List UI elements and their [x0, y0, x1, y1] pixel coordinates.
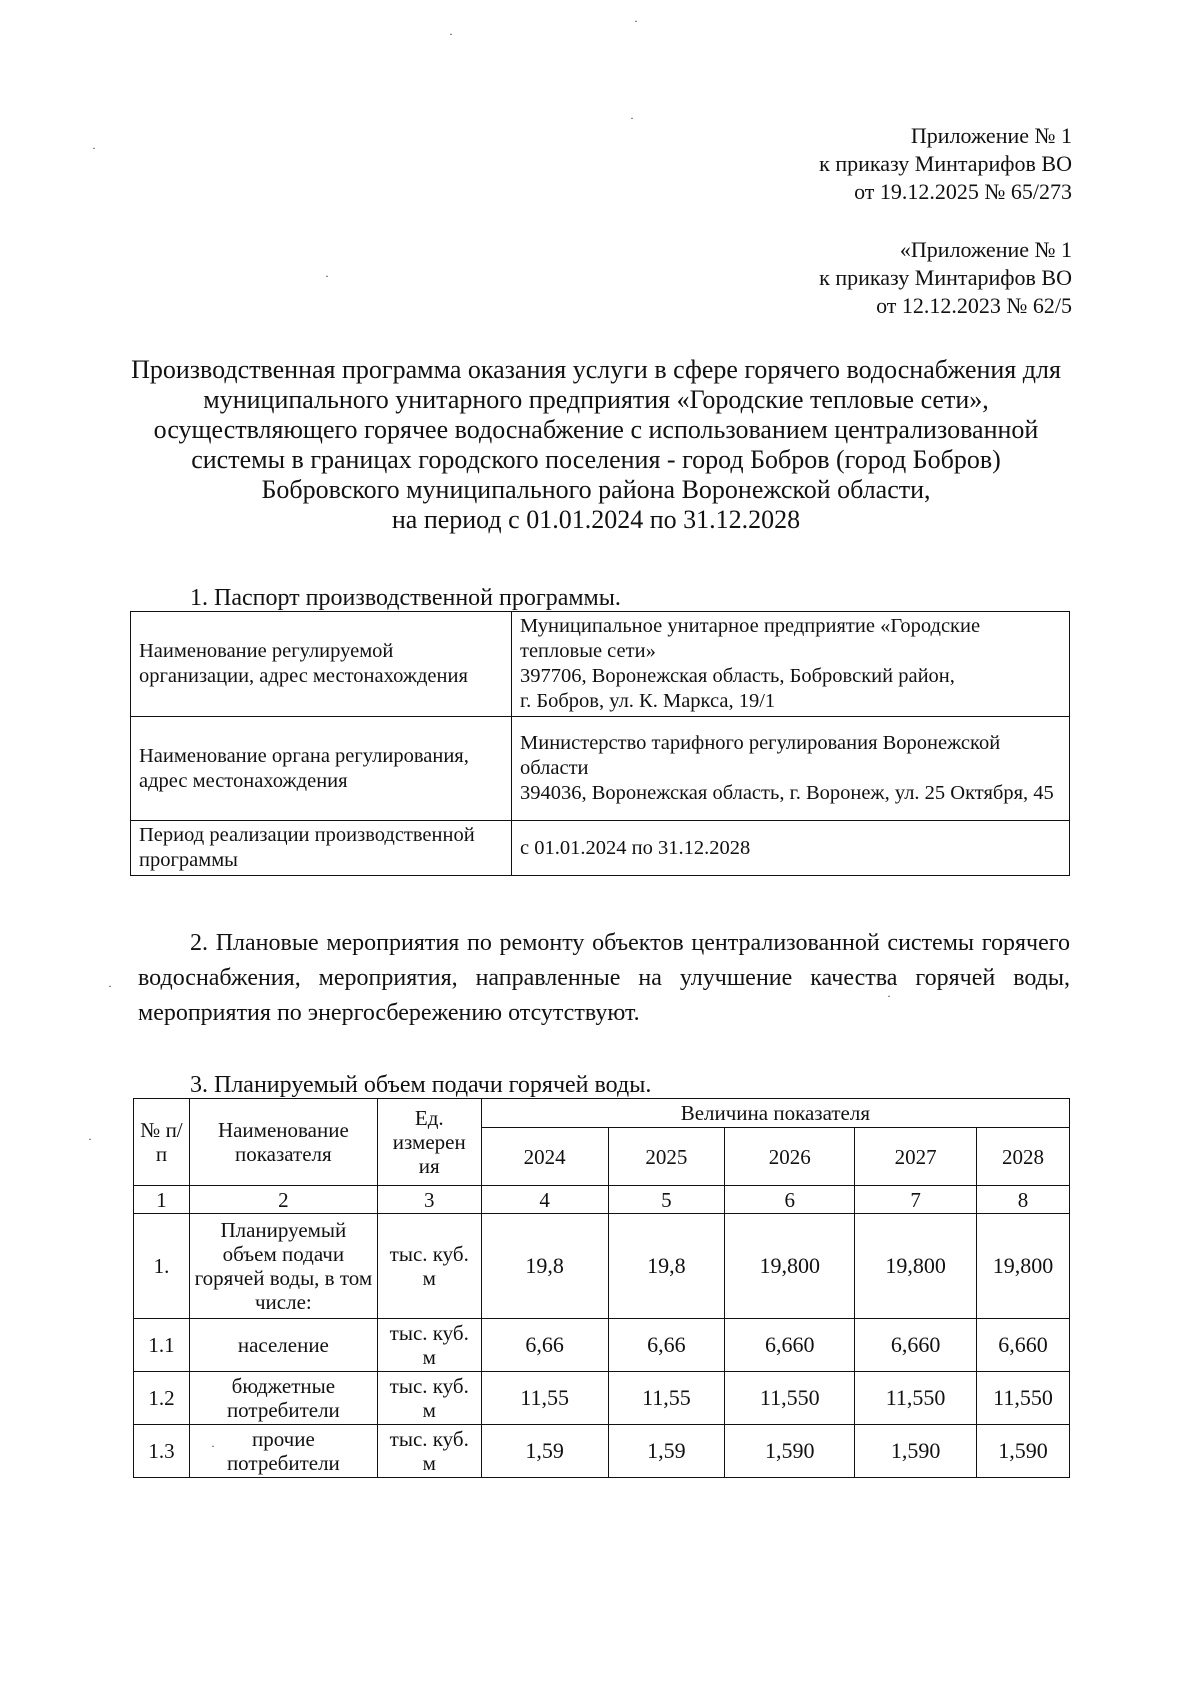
header-year: 2026	[725, 1128, 855, 1186]
appendix-line: от 12.12.2023 № 62/5	[876, 293, 1072, 318]
header-num: № п/п	[134, 1099, 190, 1186]
row-unit: тыс. куб. м	[377, 1214, 481, 1319]
header-year: 2025	[608, 1128, 725, 1186]
section-2-paragraph: 2. Плановые мероприятия по ремонту объектов централизованной системы горячего водоснабжения, мероприятия, направленные на улучшение качества горячей воды, мероприятия по энергосбережению отсутствуют.	[138, 930, 1070, 1026]
row-num: 1.1	[134, 1319, 190, 1372]
row-value-2026: 11,550	[725, 1372, 855, 1425]
row-value-2025: 6,66	[608, 1319, 725, 1372]
row-name: Планируемый объем подачи горячей воды, в том числе:	[189, 1214, 377, 1319]
document-title	[120, 355, 1072, 535]
section-1-heading: 1. Паспорт производственной программы.	[190, 585, 621, 611]
title-line: Производственная программа оказания услуги в сфере горячего водоснабжения для	[131, 355, 1061, 384]
column-number: 3	[377, 1186, 481, 1214]
row-value-2028: 19,800	[977, 1214, 1070, 1319]
table-row	[131, 821, 1070, 876]
title-line: Бобровского муниципального района Воронежской области,	[261, 475, 931, 504]
passport-label: Период реализации производственной программы	[131, 821, 512, 876]
row-value-2028: 11,550	[977, 1372, 1070, 1425]
title-line: на период с 01.01.2024 по 31.12.2028	[391, 505, 801, 534]
appendix-line: Приложение № 1	[910, 123, 1072, 148]
title-line: системы в границах городского поселения - город Бобров (город Бобров)	[191, 445, 1001, 474]
table-row	[134, 1214, 1070, 1319]
row-value-2025: 1,59	[608, 1425, 725, 1478]
title-line: осуществляющего горячее водоснабжение с использованием централизованной	[153, 415, 1039, 444]
passport-value-line: с 01.01.2024 по 31.12.2028	[520, 836, 751, 859]
row-value-2027: 6,660	[855, 1319, 977, 1372]
row-num: 1.	[134, 1214, 190, 1319]
row-value-2027: 19,800	[855, 1214, 977, 1319]
row-name: прочие потребители	[189, 1425, 377, 1478]
row-value-2026: 1,590	[725, 1425, 855, 1478]
passport-value	[512, 821, 1070, 876]
scan-speck: ·	[325, 269, 329, 283]
scan-speck: ·	[92, 141, 96, 155]
scan-speck: ·	[887, 989, 891, 1003]
header-year: 2027	[855, 1128, 977, 1186]
passport-label: Наименование органа регулирования, адрес местонахождения	[131, 717, 512, 821]
row-num: 1.3	[134, 1425, 190, 1478]
row-value-2025: 11,55	[608, 1372, 725, 1425]
column-number-row	[134, 1186, 1070, 1214]
column-number: 5	[608, 1186, 725, 1214]
row-value-2026: 6,660	[725, 1319, 855, 1372]
column-number: 7	[855, 1186, 977, 1214]
header-year: 2028	[977, 1128, 1070, 1186]
appendix-original-reference	[819, 236, 1072, 320]
scan-speck: ·	[211, 1439, 215, 1453]
column-number: 8	[977, 1186, 1070, 1214]
column-number: 1	[134, 1186, 190, 1214]
row-value-2024: 11,55	[481, 1372, 608, 1425]
column-number: 2	[189, 1186, 377, 1214]
passport-value-line: 394036, Воронежская область, г. Воронеж, ул. 25 Октября, 45	[520, 782, 1054, 804]
row-value-2028: 6,660	[977, 1319, 1070, 1372]
row-value-2024: 1,59	[481, 1425, 608, 1478]
scan-speck: ·	[449, 27, 453, 41]
passport-value-line: Министерство тарифного регулирования Воронежской области	[520, 732, 1001, 779]
header-name: Наименование показателя	[189, 1099, 377, 1186]
column-number: 6	[725, 1186, 855, 1214]
row-value-2028: 1,590	[977, 1425, 1070, 1478]
row-name: бюджетные потребители	[189, 1372, 377, 1425]
title-line: муниципального унитарного предприятия «Городские тепловые сети»,	[203, 385, 989, 414]
section-3-heading: 3. Планируемый объем подачи горячей воды.	[190, 1072, 652, 1098]
scan-speck: ·	[88, 1132, 92, 1146]
passport-value-line: 397706, Воронежская область, Бобровский район,	[520, 665, 955, 687]
row-value-2027: 1,590	[855, 1425, 977, 1478]
appendix-line: к приказу Минтарифов ВО	[819, 151, 1072, 176]
passport-value	[512, 717, 1070, 821]
appendix-line: «Приложение № 1	[899, 237, 1072, 262]
column-number: 4	[481, 1186, 608, 1214]
appendix-line: от 19.12.2025 № 65/273	[854, 179, 1072, 204]
hot-water-volume-table	[133, 1098, 1070, 1478]
passport-table	[130, 611, 1070, 876]
row-value-2024: 6,66	[481, 1319, 608, 1372]
row-name: население	[189, 1319, 377, 1372]
row-num: 1.2	[134, 1372, 190, 1425]
passport-label: Наименование регулируемой организации, адрес местонахождения	[131, 612, 512, 717]
header-unit: Ед. измерен ия	[377, 1099, 481, 1186]
table-row	[134, 1372, 1070, 1425]
header-year: 2024	[481, 1128, 608, 1186]
row-value-2024: 19,8	[481, 1214, 608, 1319]
scan-speck: ·	[630, 111, 634, 125]
row-value-2027: 11,550	[855, 1372, 977, 1425]
scan-speck: ·	[108, 979, 112, 993]
header-value-group: Величина показателя	[481, 1099, 1069, 1128]
row-value-2026: 19,800	[725, 1214, 855, 1319]
row-unit: тыс. куб. м	[377, 1372, 481, 1425]
row-value-2025: 19,8	[608, 1214, 725, 1319]
table-row	[131, 717, 1070, 821]
row-unit: тыс. куб. м	[377, 1425, 481, 1478]
passport-value	[512, 612, 1070, 717]
passport-value-line: Муниципальное унитарное предприятие «Городские тепловые сети»	[520, 615, 981, 662]
table-row	[134, 1319, 1070, 1372]
header-row	[134, 1099, 1070, 1128]
passport-value-line: г. Бобров, ул. К. Маркса, 19/1	[520, 690, 776, 712]
appendix-current-reference	[819, 122, 1072, 206]
table-row	[131, 612, 1070, 717]
scan-speck: ·	[634, 14, 638, 28]
row-unit: тыс. куб. м	[377, 1319, 481, 1372]
table-row	[134, 1425, 1070, 1478]
appendix-line: к приказу Минтарифов ВО	[819, 265, 1072, 290]
